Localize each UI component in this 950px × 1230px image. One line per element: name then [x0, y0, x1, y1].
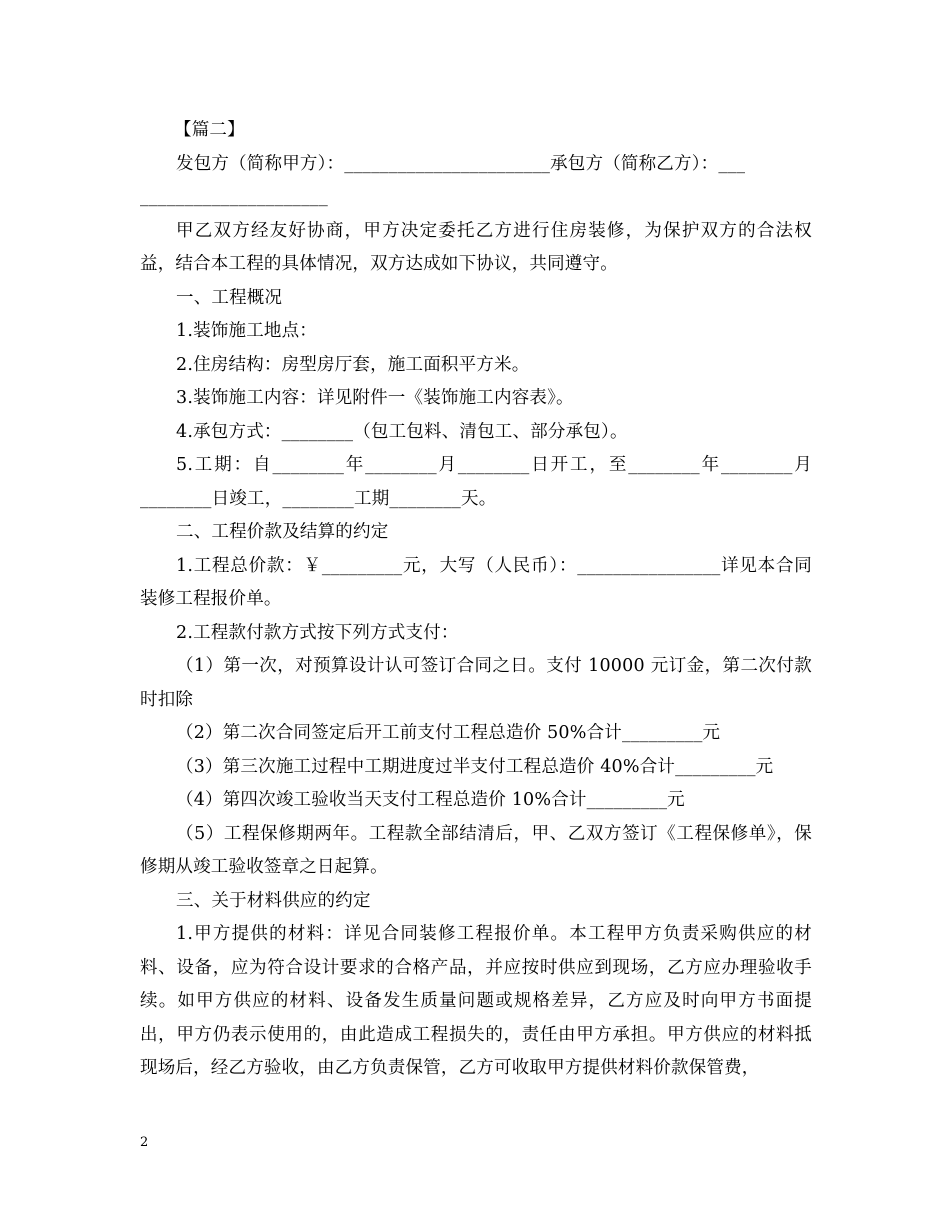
payment-item-2: （2）第二次合同签定后开工前支付工程总造价 50%合计_________元: [176, 723, 721, 743]
item-1-4: 4.承包方式：________（包工包料、清包工、部分承包）。: [176, 421, 628, 442]
item-1-1: 1.装饰施工地点：: [176, 321, 317, 341]
item-1-3: 3.装饰施工内容：详见附件一《装饰施工内容表》。: [176, 388, 574, 408]
section-heading-1: 一、工程概况: [176, 287, 283, 308]
section-heading-3: 三、关于材料供应的约定: [176, 890, 371, 911]
payment-item-5: （5）工程保修期两年。工程款全部结清后，甲、乙双方签订《工程保修单》，保修期从竣工验收签章之日起算。: [140, 823, 812, 877]
item-3-1: 1.甲方提供的材料：详见合同装修工程报价单。本工程甲方负责采购供应的材料、设备，应为符合设计要求的合格产品，并应按时供应到现场，乙方应办理验收手续。如甲方供应的材料、设备发生质量问题或规格差异，乙方应及时向甲方书面提出，甲方仍表示使用的，由此造成工程损失的，责任由甲方承担。甲方供应的材料抵现场后，经乙方验收，由乙方负责保管，乙方可收取甲方提供材料价款保管费，: [140, 924, 812, 1078]
document-body: [140, 114, 812, 1086]
item-1-2: 2.住房结构：房型房厅套，施工面积平方米。: [176, 354, 530, 375]
payment-item-3: （3）第三次施工过程中工期进度过半支付工程总造价 40%合计_________元: [176, 756, 774, 777]
item-2-2: 2.工程款付款方式按下列方式支付：: [176, 622, 459, 643]
page-number: 2: [140, 1135, 149, 1150]
section-title: 【篇二】: [174, 120, 245, 140]
item-2-1: 1.工程总价款：￥_________元，大写（人民币）：________________详见本合同装修工程报价单。: [140, 555, 812, 609]
party-line: 发包方（简称甲方）：_______________________承包方（简称乙方）：___: [176, 153, 746, 174]
payment-item-4: （4）第四次竣工验收当天支付工程总造价 10%合计_________元: [176, 790, 685, 810]
payment-item-1: （1）第一次，对预算设计认可签订合同之日。支付 10000 元订金，第二次付款时扣除: [140, 656, 812, 710]
party-line-continuation: _____________________: [140, 187, 328, 207]
intro-paragraph: 甲乙双方经友好协商，甲方决定委托乙方进行住房装修，为保护双方的合法权益，结合本工程的具体情况，双方达成如下协议，共同遵守。: [140, 220, 812, 274]
item-1-5: 5.工期：自________年________月________日开工，至________年________月________日竣工，________工期________天。: [140, 455, 812, 509]
section-heading-2: 二、工程价款及结算的约定: [176, 522, 389, 542]
